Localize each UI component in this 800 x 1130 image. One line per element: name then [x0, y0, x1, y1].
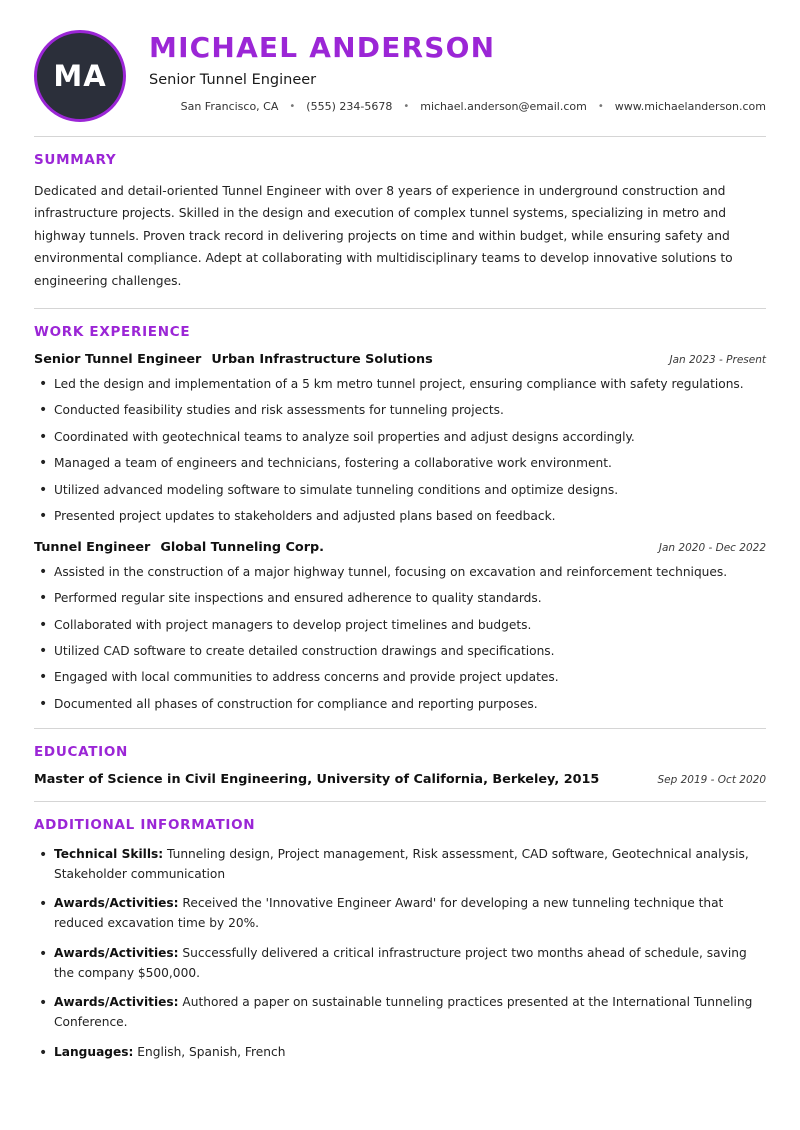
list-item	[34, 894, 766, 934]
list-item: • Collaborated with project managers to develop project timelines and budgets.	[34, 616, 766, 635]
job-title-company	[34, 540, 324, 555]
contact-separator: •	[597, 101, 604, 113]
job-company: Global Tunneling Corp.	[160, 539, 325, 555]
list-item: • Coordinated with geotechnical teams to analyze soil properties and adjust designs accordingly.	[34, 428, 766, 447]
job-title: Senior Tunnel Engineer	[149, 72, 317, 89]
job-entry	[34, 352, 766, 526]
list-item: • Presented project updates to stakeholders and adjusted plans based on feedback.	[34, 507, 766, 526]
job-bullets	[34, 375, 766, 526]
section-education	[34, 729, 766, 787]
job-dates: Jan 2023 - Present	[669, 353, 766, 366]
info-text: Authored a paper on sustainable tunneling practices presented at the International Tunneling Conference.	[54, 995, 753, 1030]
contact-email[interactable]: michael.anderson@email.com	[420, 100, 587, 114]
education-entry	[34, 772, 766, 787]
contact-phone[interactable]: (555) 234-5678	[306, 100, 393, 114]
avatar: MA	[34, 30, 126, 122]
job-role: Senior Tunnel Engineer	[34, 351, 202, 367]
section-title-additional-information: ADDITIONAL INFORMATION	[34, 816, 256, 833]
info-text: Received the 'Innovative Engineer Award' for developing a new tunneling technique that reduced excavation time by 20%.	[54, 896, 724, 931]
page-title: MICHAEL ANDERSON	[149, 31, 496, 64]
section-title-summary: SUMMARY	[34, 152, 117, 168]
info-label: Awards/Activities:	[54, 945, 179, 960]
contact-website[interactable]: www.michaelanderson.com	[614, 100, 766, 114]
section-work-experience	[34, 309, 766, 714]
resume-header	[34, 28, 766, 136]
job-company: Urban Infrastructure Solutions	[211, 351, 433, 367]
education-degree: Master of Science in Civil Engineering, University of California, Berkeley, 2015	[34, 771, 600, 787]
list-item: • Led the design and implementation of a 5 km metro tunnel project, ensuring compliance with safety regulations.	[34, 375, 766, 394]
section-title-work-experience: WORK EXPERIENCE	[34, 323, 191, 340]
list-item: • Utilized CAD software to create detailed construction drawings and specifications.	[34, 642, 766, 661]
section-summary	[34, 137, 766, 292]
info-label: Awards/Activities:	[54, 896, 179, 911]
header-text-block	[126, 28, 766, 113]
info-text: Tunneling design, Project management, Risk assessment, CAD software, Geotechnical analysis, Stakeholder communication	[54, 846, 749, 881]
job-entry	[34, 540, 766, 714]
info-label: Technical Skills:	[54, 846, 164, 861]
job-dates: Jan 2020 - Dec 2022	[658, 541, 766, 554]
list-item: • Documented all phases of construction for compliance and reporting purposes.	[34, 695, 766, 714]
info-text: English, Spanish, French	[133, 1044, 286, 1059]
list-item: • Performed regular site inspections and ensured adherence to quality standards.	[34, 589, 766, 608]
list-item: • Engaged with local communities to address concerns and provide project updates.	[34, 668, 766, 687]
job-header	[34, 540, 766, 555]
job-title-company	[34, 352, 433, 367]
info-label: Awards/Activities:	[54, 995, 179, 1010]
job-header	[34, 352, 766, 367]
info-text: Successfully delivered a critical infrastructure project two months ahead of schedule, saving the company $500,000.	[54, 945, 747, 980]
contact-row	[149, 100, 766, 113]
section-title-education: EDUCATION	[34, 743, 129, 760]
list-item: • Assisted in the construction of a major highway tunnel, focusing on excavation and reinforcement techniques.	[34, 563, 766, 582]
job-bullets	[34, 563, 766, 714]
contact-separator: •	[403, 101, 410, 113]
contact-location: San Francisco, CA	[180, 100, 279, 114]
additional-information-list	[34, 845, 766, 1063]
education-dates: Sep 2019 - Oct 2020	[657, 773, 766, 786]
list-item	[34, 944, 766, 984]
list-item: • Utilized advanced modeling software to simulate tunneling conditions and optimize designs.	[34, 481, 766, 500]
list-item	[34, 1043, 766, 1063]
contact-separator: •	[289, 101, 296, 113]
section-additional-information	[34, 802, 766, 1063]
info-label: Languages:	[54, 1044, 134, 1059]
summary-text: Dedicated and detail-oriented Tunnel Engineer with over 8 years of experience in underground construction and infrastructure projects. Skilled in the design and execution of complex tunnel systems, specializing in metro and highway tunnels. Proven track record in delivering projects on time and within budget, while ensuring safety and environmental compliance. Adept at collaborating with multidisciplinary teams to develop innovative solutions to engineering challenges.	[34, 184, 733, 288]
list-item: • Conducted feasibility studies and risk assessments for tunneling projects.	[34, 401, 766, 420]
list-item	[34, 845, 766, 885]
list-item: • Managed a team of engineers and technicians, fostering a collaborative work environment.	[34, 454, 766, 473]
job-role: Tunnel Engineer	[34, 539, 151, 555]
list-item	[34, 993, 766, 1033]
